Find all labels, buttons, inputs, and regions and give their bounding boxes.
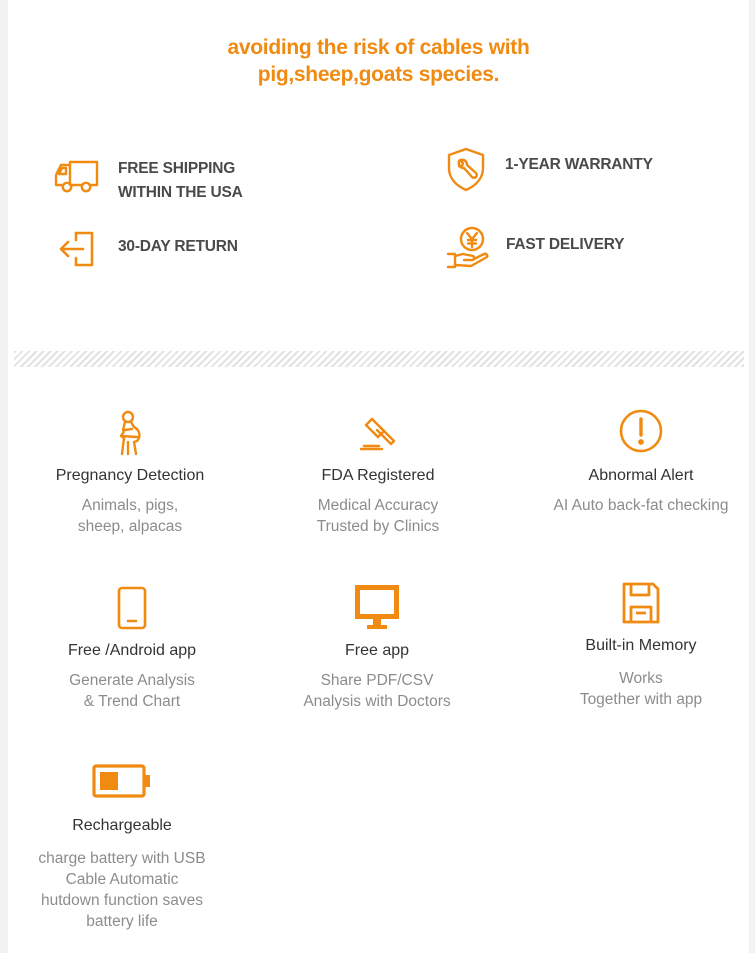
feature-desc-line: Analysis with Doctors	[303, 693, 451, 710]
service-label	[118, 235, 238, 259]
feature-desc-line: Trusted by Clinics	[316, 518, 440, 535]
feature-free-app	[257, 582, 497, 712]
feature-desc-line: sheep, alpacas	[77, 518, 183, 535]
service-line: WITHIN THE USA	[118, 184, 243, 201]
feature-desc-line: battery life	[86, 913, 158, 930]
service-free-shipping	[52, 155, 243, 205]
feature-desc-line: Together with app	[579, 691, 703, 708]
feature-rechargeable	[2, 760, 242, 932]
feature-abnormal-alert	[521, 407, 755, 516]
feature-desc-line: Cable Automatic	[65, 871, 179, 888]
feature-desc-line: Animals, pigs,	[81, 497, 179, 514]
feature-android-app	[12, 585, 252, 712]
floppy-disk-icon	[521, 580, 755, 626]
feature-desc-line: AI Auto back-fat checking	[553, 497, 729, 514]
feature-desc-line: charge battery with USB	[38, 850, 206, 867]
feature-built-in-memory	[521, 580, 755, 710]
service-return	[52, 227, 238, 271]
phone-icon	[12, 585, 252, 631]
feature-title: Pregnancy Detection	[55, 467, 205, 484]
feature-desc-line: & Trend Chart	[83, 693, 181, 710]
service-line: 1-YEAR WARRANTY	[505, 156, 653, 173]
feature-pregnancy-detection	[10, 410, 250, 537]
service-line: FAST DELIVERY	[506, 236, 625, 253]
feature-description	[2, 848, 242, 932]
return-icon	[52, 227, 100, 271]
pregnant-woman-icon	[10, 410, 250, 456]
service-line: FREE SHIPPING	[118, 160, 236, 177]
headline-line-1: avoiding the risk of cables with	[227, 36, 530, 59]
service-line: 30-DAY RETURN	[118, 238, 238, 255]
feature-description	[521, 495, 755, 516]
feature-desc-line: Generate Analysis	[69, 672, 195, 689]
feature-description	[521, 668, 755, 710]
feature-desc-line: Works	[619, 670, 663, 687]
divider	[14, 351, 744, 367]
service-label	[506, 233, 624, 257]
feature-desc-line: Medical Accuracy	[317, 497, 439, 514]
service-label	[118, 157, 243, 205]
feature-description	[257, 670, 497, 712]
feature-desc-line: Share PDF/CSV	[320, 672, 434, 689]
service-warranty	[442, 147, 653, 191]
feature-desc-line: hutdown function saves	[41, 892, 203, 909]
feature-title: FDA Registered	[321, 467, 435, 484]
truck-icon	[52, 155, 100, 199]
feature-description	[10, 495, 250, 537]
feature-title: Abnormal Alert	[588, 467, 694, 484]
feature-title: Free /Android app	[67, 642, 197, 659]
headline	[8, 34, 749, 88]
headline-line-2: pig,sheep,goats species.	[257, 63, 500, 86]
feature-title: Free app	[344, 642, 410, 659]
wrench-shield-icon	[442, 147, 490, 191]
service-label	[505, 153, 653, 177]
monitor-icon	[257, 582, 497, 631]
feature-title: Built-in Memory	[585, 637, 697, 654]
yen-hand-icon	[444, 225, 492, 269]
gavel-icon	[258, 410, 498, 456]
alert-icon	[521, 407, 755, 455]
page	[8, 0, 749, 953]
feature-title: Rechargeable	[72, 817, 172, 834]
feature-description	[12, 670, 252, 712]
service-fast-delivery	[444, 225, 624, 269]
feature-description	[258, 495, 498, 537]
battery-icon	[2, 760, 242, 802]
feature-fda-registered	[258, 410, 498, 537]
